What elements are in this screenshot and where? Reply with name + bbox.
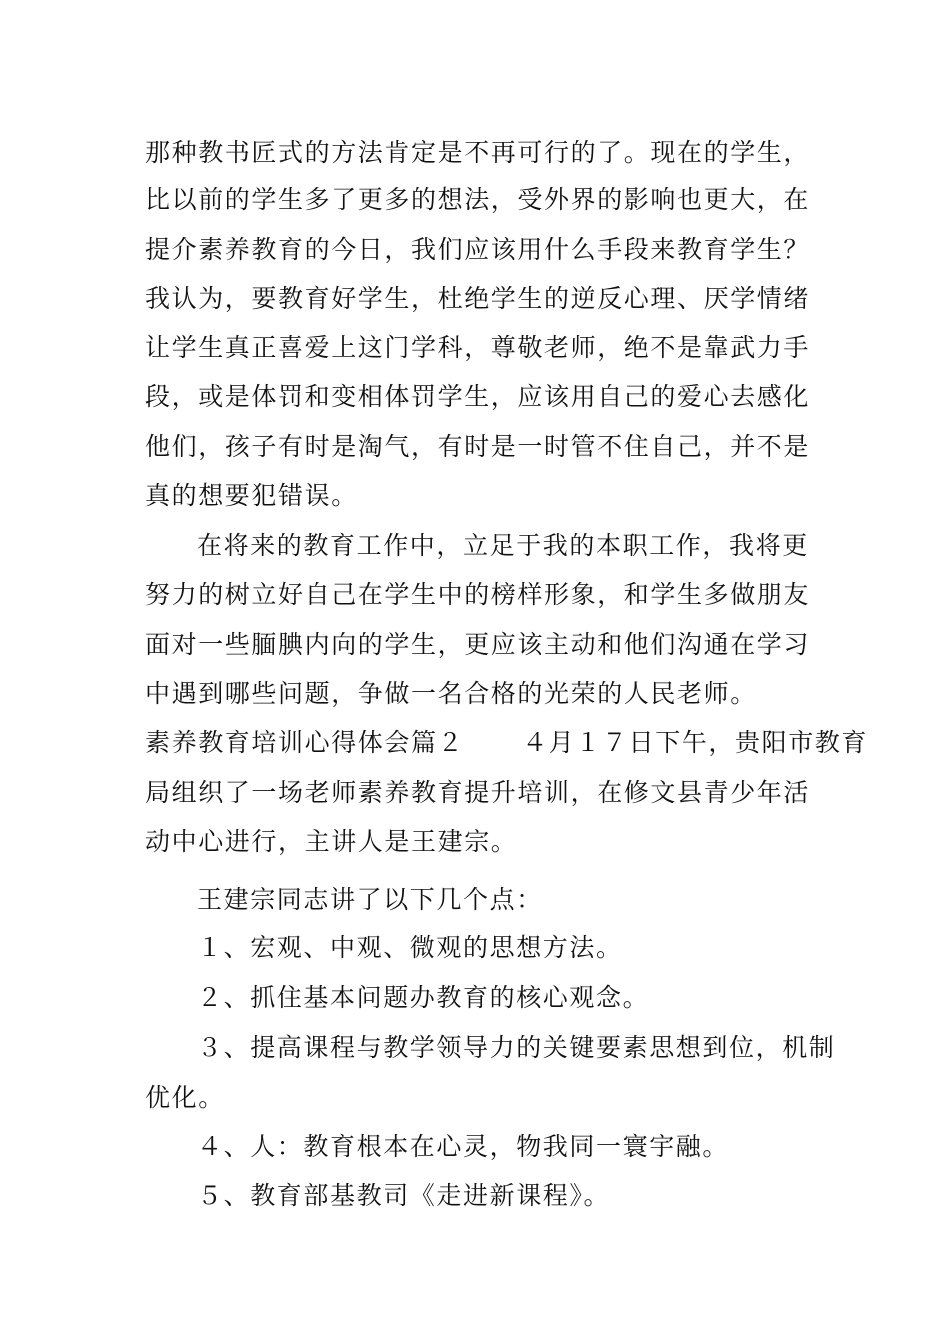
body-text: ４月１７日下午，贵阳市教育 [522, 728, 869, 757]
section-heading: 素养教育培训心得体会篇２ [145, 728, 465, 757]
list-item: １、宏观、中观、微观的思想方法。 [197, 933, 623, 962]
section-heading-line [145, 723, 869, 763]
body-text-line: 段，或是体罚和变相体罚学生，应该用自己的爱心去感化 [145, 382, 811, 411]
body-text-line: 努力的树立好自己在学生中的榜样形象，和学生多做朋友 [145, 580, 811, 609]
body-text-line: 局组织了一场老师素养教育提升培训，在修文县青少年活 [145, 778, 811, 807]
list-item: ４、人：教育根本在心灵，物我同一寰宇融。 [197, 1132, 730, 1161]
body-text-line: 中遇到哪些问题，争做一名合格的光荣的人民老师。 [145, 679, 757, 708]
body-text-line: 在将来的教育工作中，立足于我的本职工作，我将更 [197, 531, 809, 560]
body-text-line: 我认为，要教育好学生，杜绝学生的逆反心理、厌学情绪 [145, 284, 811, 313]
body-text-line: 提介素养教育的今日，我们应该用什么手段来教育学生？ [145, 235, 811, 264]
list-item: ２、抓住基本问题办教育的核心观念。 [197, 983, 650, 1012]
body-text-line: 让学生真正喜爱上这门学科，尊敬老师，绝不是靠武力手 [145, 333, 811, 362]
list-item-continuation: 优化。 [145, 1083, 225, 1112]
list-item: ５、教育部基教司《走进新课程》。 [197, 1181, 611, 1210]
body-text-line: 面对一些腼腆内向的学生，更应该主动和他们沟通在学习 [145, 630, 811, 659]
body-text-line: 他们，孩子有时是淘气，有时是一时管不住自己，并不是 [145, 432, 811, 461]
intro-line: 王建宗同志讲了以下几个点： [197, 885, 543, 914]
body-text-line: 那种教书匠式的方法肯定是不再可行的了。现在的学生， [145, 138, 811, 167]
list-item: ３、提高课程与教学领导力的关键要素思想到位，机制 [197, 1033, 836, 1062]
body-text-line: 真的想要犯错误。 [145, 481, 358, 510]
body-text-line: 比以前的学生多了更多的想法，受外界的影响也更大，在 [145, 185, 811, 214]
body-text-line: 动中心进行，主讲人是王建宗。 [145, 827, 518, 856]
